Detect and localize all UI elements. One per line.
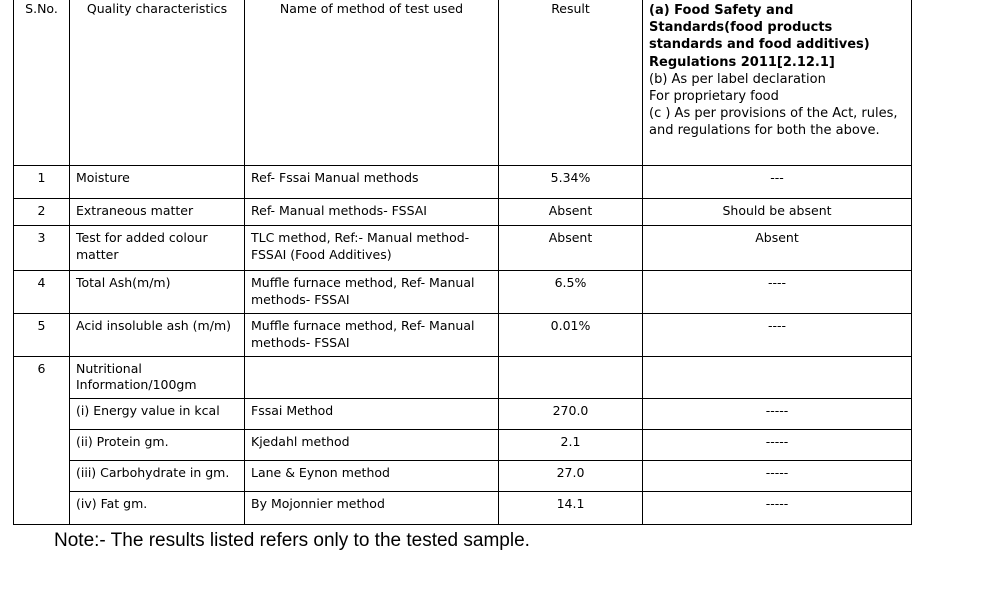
cell-quality: (ii) Protein gm. <box>70 430 245 461</box>
cell-method: Fssai Method <box>245 399 499 430</box>
cell-method: TLC method, Ref:- Manual method- FSSAI (Food Additives) <box>245 226 499 271</box>
cell-sno: 3 <box>14 226 70 271</box>
table-row <box>14 430 912 461</box>
cell-method: Ref- Fssai Manual methods <box>245 166 499 199</box>
cell-sno: 6 <box>14 356 70 525</box>
header-sno: S.No. <box>14 0 70 166</box>
cell-sno: 2 <box>14 199 70 226</box>
cell-standard: ---- <box>643 271 912 314</box>
table-row <box>14 166 912 199</box>
cell-method: Muffle furnace method, Ref- Manual methods- FSSAI <box>245 271 499 314</box>
table-header-row <box>14 0 912 166</box>
cell-result: 270.0 <box>499 399 643 430</box>
table-row <box>14 226 912 271</box>
header-quality: Quality characteristics <box>70 0 245 166</box>
cell-method: Muffle furnace method, Ref- Manual methods- FSSAI <box>245 313 499 356</box>
cell-standard: ----- <box>643 492 912 525</box>
standards-label: (b) As per label declaration <box>649 71 826 87</box>
standards-fssai: (a) Food Safety and Standards(food products standards and food additives) Regulations 2011[2.12.1] <box>649 3 870 70</box>
cell-result: 5.34% <box>499 166 643 199</box>
table-row <box>14 492 912 525</box>
cell-result: 2.1 <box>499 430 643 461</box>
standards-act: (c ) As per provisions of the Act, rules, and regulations for both the above. <box>649 106 898 139</box>
table-row <box>14 313 912 356</box>
cell-quality: Total Ash(m/m) <box>70 271 245 314</box>
cell-result <box>499 356 643 399</box>
cell-result: Absent <box>499 199 643 226</box>
cell-result: 6.5% <box>499 271 643 314</box>
cell-quality: (i) Energy value in kcal <box>70 399 245 430</box>
cell-standard: Absent <box>643 226 912 271</box>
nutrition-heading: Nutritional Information/100gm <box>70 356 245 399</box>
test-results-table <box>13 0 912 525</box>
cell-standard: ----- <box>643 399 912 430</box>
cell-sno: 4 <box>14 271 70 314</box>
cell-quality: (iii) Carbohydrate in gm. <box>70 461 245 492</box>
cell-standard <box>643 356 912 399</box>
cell-method: Lane & Eynon method <box>245 461 499 492</box>
header-method: Name of method of test used <box>245 0 499 166</box>
cell-quality: Extraneous matter <box>70 199 245 226</box>
cell-method: Ref- Manual methods- FSSAI <box>245 199 499 226</box>
cell-sno: 5 <box>14 313 70 356</box>
cell-standard: ----- <box>643 430 912 461</box>
cell-result: 0.01% <box>499 313 643 356</box>
cell-quality: Moisture <box>70 166 245 199</box>
results-note: Note:- The results listed refers only to the tested sample. <box>54 530 530 551</box>
table-row <box>14 461 912 492</box>
table-row <box>14 199 912 226</box>
table-row <box>14 271 912 314</box>
cell-result: 14.1 <box>499 492 643 525</box>
cell-standard: ----- <box>643 461 912 492</box>
table-row <box>14 356 912 399</box>
cell-result: 27.0 <box>499 461 643 492</box>
cell-standard: Should be absent <box>643 199 912 226</box>
cell-result: Absent <box>499 226 643 271</box>
cell-standard: --- <box>643 166 912 199</box>
cell-method: Kjedahl method <box>245 430 499 461</box>
cell-standard: ---- <box>643 313 912 356</box>
header-standards <box>643 0 912 166</box>
cell-method <box>245 356 499 399</box>
cell-quality: (iv) Fat gm. <box>70 492 245 525</box>
cell-quality: Test for added colour matter <box>70 226 245 271</box>
cell-quality: Acid insoluble ash (m/m) <box>70 313 245 356</box>
table-row <box>14 399 912 430</box>
header-result: Result <box>499 0 643 166</box>
cell-sno: 1 <box>14 166 70 199</box>
standards-proprietary: For proprietary food <box>649 88 779 104</box>
cell-method: By Mojonnier method <box>245 492 499 525</box>
